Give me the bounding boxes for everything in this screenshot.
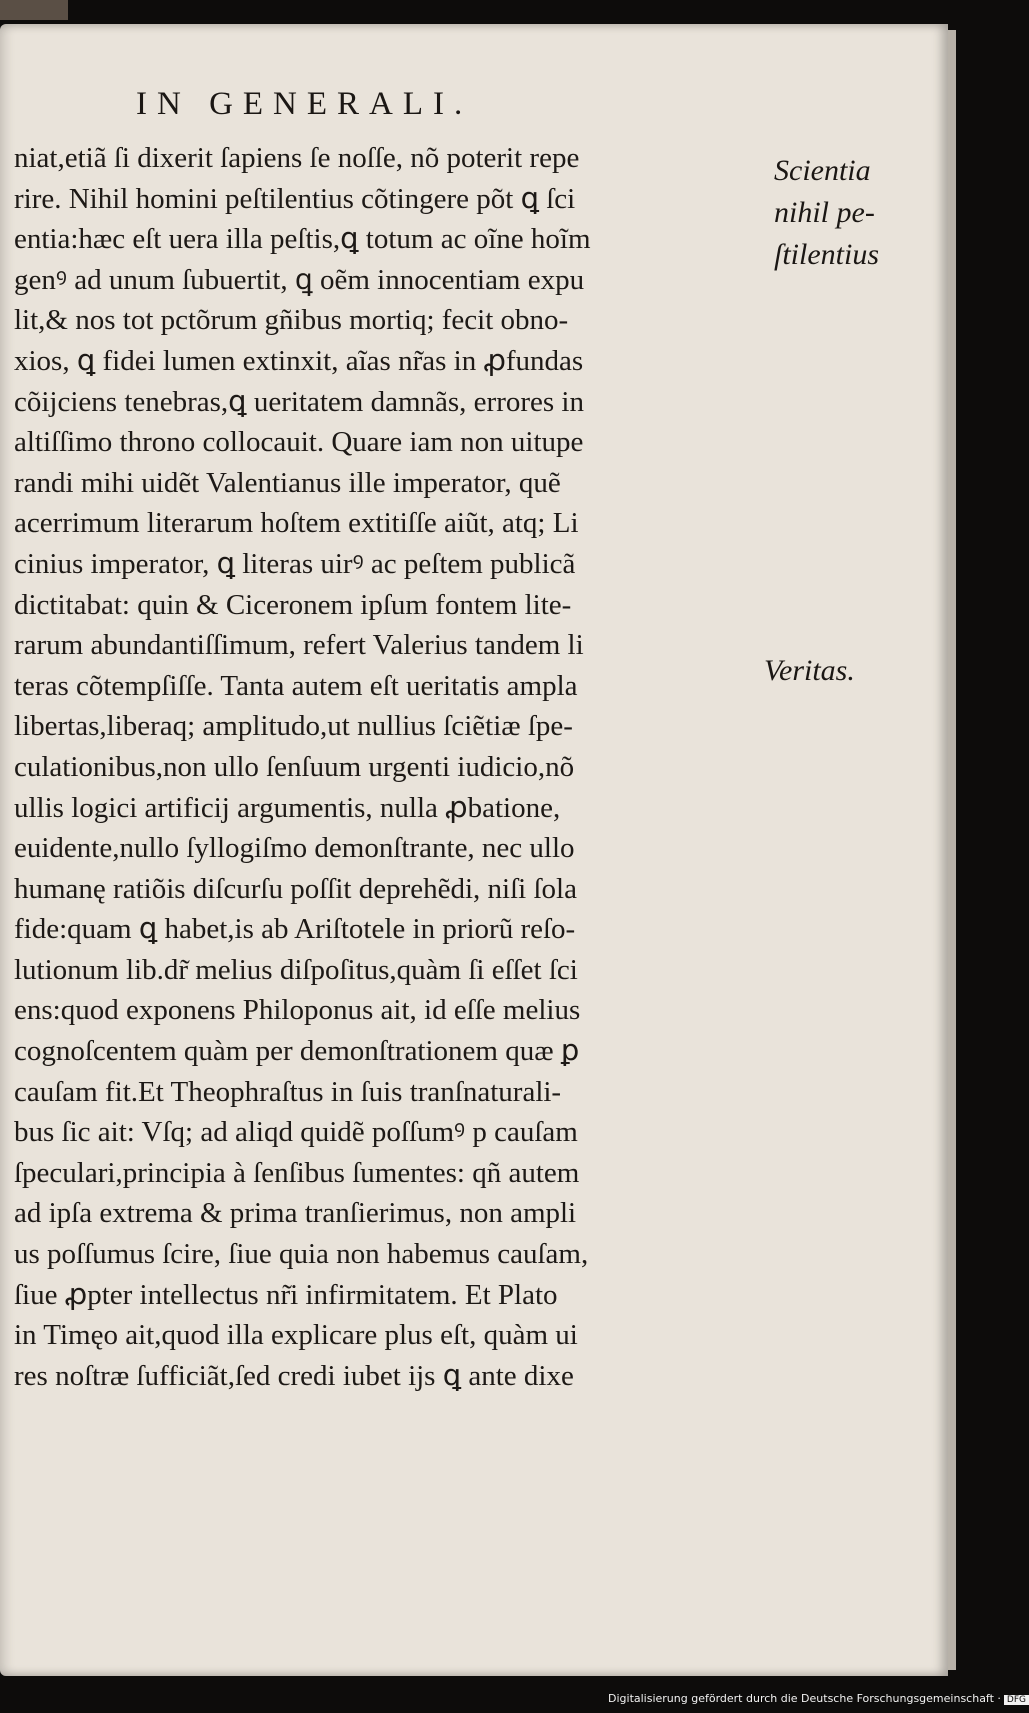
- marginal-note-veritas: Veritas.: [764, 654, 855, 687]
- text-line: randi mihi uidẽt Valentianus ille imperator, quẽ: [14, 466, 561, 499]
- text-line: euidente,nullo ſyllogiſmo demonſtrante, nec ullo: [14, 832, 575, 865]
- text-line: lutionum lib.dr̃ melius diſpoſitus,quàm ſi eſſet ſci: [14, 953, 578, 986]
- text-line: ſiue ꝓpter intellectus nr̃i infirmitatem. Et Plato: [14, 1278, 558, 1311]
- book-page: [0, 24, 948, 1676]
- text-line: altiſſimo throno collocauit. Quare iam non uitupe: [14, 426, 584, 459]
- body-text: [14, 138, 754, 1396]
- text-line: res noſtræ ſufficiãt,ſed credi iubet ijs ꝗ ante dixe: [14, 1359, 574, 1392]
- text-line: humanę ratiõis diſcurſu poſſit deprehẽdi, niſi ſola: [14, 872, 577, 905]
- marginal-note-scientia: [774, 150, 924, 276]
- digitization-credit: [608, 1692, 1027, 1710]
- text-line: cinius imperator, ꝗ literas uirꝰ ac peſtem publicã: [14, 547, 576, 580]
- text-line: xios, ꝗ fidei lumen extinxit, aĩas nr̃as in ꝓfundas: [14, 344, 584, 377]
- text-line: culationibus,non ullo ſenſuum urgenti iudicio,nõ: [14, 750, 575, 783]
- running-head: IN GENERALI.: [136, 86, 473, 122]
- text-line: bus ſic ait: Vſq; ad aliqd quidẽ poſſumꝰ p cauſam: [14, 1116, 578, 1149]
- text-line: dictitabat: quin & Ciceronem ipſum fontem lite-: [14, 588, 572, 621]
- text-line: ad ipſa extrema & prima tranſierimus, non ampli: [14, 1197, 577, 1230]
- text-line: lit,& nos tot pctõrum gñibus mortiq; fecit obno-: [14, 304, 569, 337]
- text-line: ullis logici artificij argumentis, nulla ꝓbatione,: [14, 791, 561, 824]
- text-line: rarum abundantiſſimum, refert Valerius tandem li: [14, 629, 584, 662]
- text-line: ſpeculari,principia à ſenſibus ſumentes: qñ autem: [14, 1156, 580, 1189]
- text-line: cõijciens tenebras,ꝗ ueritatem damnãs, errores in: [14, 385, 584, 418]
- text-line: cognoſcentem quàm per demonſtrationem quæ ꝑ: [14, 1035, 580, 1068]
- text-line: genꝰ ad unum ſubuertit, ꝗ oẽm innocentiam expu: [14, 263, 585, 296]
- page-edge: [948, 30, 956, 1670]
- credit-text: Digitalisierung gefördert durch die Deutsche Forschungsgemeinschaft ·: [608, 1692, 1001, 1705]
- text-line: teras cõtempſiſſe. Tanta autem eſt ueritatis ampla: [14, 669, 578, 702]
- top-edge-tab: [0, 0, 68, 20]
- marginal-note-line: nihil pe-: [774, 196, 875, 229]
- text-line: fide:quam ꝗ habet,is ab Ariſtotele in priorũ reſo-: [14, 913, 576, 946]
- text-line: in Timęo ait,quod illa explicare plus eſt, quàm ui: [14, 1319, 578, 1352]
- text-line: ens:quod exponens Philoponus ait, id eſſe melius: [14, 994, 581, 1027]
- text-line: libertas,liberaq; amplitudo,ut nullius ſciẽtiæ ſpe-: [14, 710, 573, 743]
- text-line: us poſſumus ſcire, ſiue quia non habemus cauſam,: [14, 1238, 589, 1271]
- marginal-note-line: Scientia: [774, 154, 871, 187]
- text-line: rire. Nihil homini peſtilentius cõtingere põt ꝗ ſci: [14, 182, 576, 215]
- text-line: entia:hæc eſt uera illa peſtis,ꝗ totum ac oĩne hoĩm: [14, 223, 591, 256]
- dfg-logo: DFG: [1004, 1695, 1029, 1705]
- text-line: cauſam fit.Et Theophraſtus in ſuis tranſnaturali-: [14, 1075, 562, 1108]
- text-line: acerrimum literarum hoſtem extitiſſe aiũt, atq; Li: [14, 507, 579, 540]
- text-line: niat,etiã ſi dixerit ſapiens ſe noſſe, nõ poterit repe: [14, 142, 580, 174]
- marginal-note-line: ſtilentius: [774, 238, 879, 271]
